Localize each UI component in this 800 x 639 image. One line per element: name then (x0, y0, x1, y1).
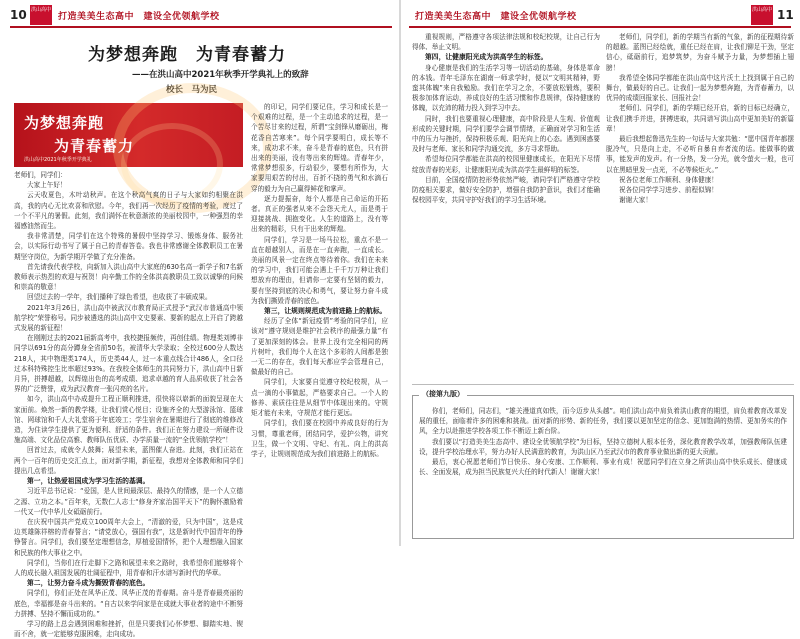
right-logo-text: 洪山高中 (751, 7, 772, 13)
paragraph: 希望每位同学都能在洪高的校园里健康成长，在阳光下尽情绽放青春的光彩，让健康阳光成为洪高学生最鲜明的标签。 (412, 155, 600, 174)
school-logo-icon (751, 5, 773, 25)
paragraph: 逐力提振奋，每个人都是自己命运的开拓者。真正的强者从来不会怨天尤人，而是勇于迎接挑战、拥抱变化。人生的道路上，没有等出来的精彩，只有干出来的辉煌。 (251, 194, 388, 234)
paragraph: 目前，全国疫情防控形势依然严峻，请同学们严格遵守学校防疫相关要求，做好安全防护，增强自我防护意识，我们才能确保校园平安，共同守护好我们的学习生活环境。 (412, 175, 600, 205)
paragraph: 首先请我代表学校，向新加入洪山高中大家庭的630名高一新学子和7名新教师表示热烈的欢迎与祝贺！向辛勤工作的全体洪高教职员工致以诚挚的问候和崇高的敬意！ (14, 262, 243, 292)
paragraph: 我非常清楚，同学们在这个特殊的暑假中坚持学习、锻炼身体、服务社会，以实际行动书写了属于自己的青春答卷。我也非常感谢全体教职员工在暑期坚守岗位，为新学期开学做了充分准备。 (14, 232, 243, 261)
paragraph: 谢谢大家！ (619, 196, 652, 205)
paragraph: 最后我想起鲁迅先生的一句话与大家共勉：“愿中国青年都摆脱冷气，只是向上走，不必听自暴自弃者流的话。能做事的做事，能发声的发声。有一分热，发一分光，就令萤火一般，也可以在黑暗里发一点光，不必等候炬火。” (606, 135, 794, 174)
banner-caption: 洪山高中2021年秋季开学典礼 (24, 157, 92, 163)
paragraph: 同学们，我们要在校园中养成良好的行为习惯，尊重老师，团结同学，爱护公物，讲究卫生，做一个文明、守纪、有礼、向上的洪高学子，让规则规范成为我们前进路上的航标。 (251, 419, 388, 458)
continued-article-text (419, 406, 787, 534)
paragraph: 老师们，同学们： (14, 171, 67, 179)
paragraph: 老师们，同学们，新的学期当有新的气象，新的征程期待新的超越。蓝图已经绘就，重任已经在肩，让我们铆足干劲，坚定信心，砥砺前行，追梦筑梦，为奋斗赋予力量，为梦想插上翅膀！ (606, 33, 794, 72)
left-page (0, 0, 399, 639)
right-header-rule (409, 26, 791, 28)
paragraph: 2021年3月26日，洪山高中被武汉市教育局正式授予“武汉市普通高中领航学校”荣誉称号。同步被遴选的洪山高中文史要素、要新的起点上开启了跨越式发展的新征程！ (14, 303, 243, 333)
paragraph: 我希望全体同学都能在洪山高中这片沃土上找到属于自己的舞台，做最好的自己。让我们一起为梦想奔跑，为青春蓄力，以优异的成绩回报家长、回报社会！ (606, 73, 794, 103)
right-slogan: 打造美美生态高中 建设全优领航学校 (415, 12, 577, 22)
paragraph: 经历了全体“新冠疫情”考验的同学们，应该对“遵守规则是维护社会秩序的最强力量”有了更加深刻的体会。世界上没有完全相同的两片树叶，我们每个人在这个多彩的人间都是独一无二的存在，我们每天都应学会管理自己，做最好的自己。 (251, 317, 388, 377)
paragraph: 在庆祝中国共产党成立100周年大会上，“清澈的爱，只为中国”，这是戍边英雄陈祥榕的青春誓言；“请党放心，强国有我”，这是新时代中国青年的铮铮誓言。同学们，我们要坚定理想信念，厚植爱国情怀，把个人理想融入国家和民族的伟大事业之中。 (14, 517, 243, 557)
paragraph: 祝各位同学学习进步、前程似锦！ (619, 186, 718, 195)
section-heading: 第二，让努力奋斗成为撕毁青春的底色。 (27, 579, 150, 588)
paragraph: 重视规则，严格遵守各项法律法规和校纪校规，让自己行为得体、举止文明。 (412, 33, 600, 52)
left-slogan: 打造美美生态高中 建设全优领航学校 (58, 12, 220, 22)
banner-line-2: 为青春蓄力 (54, 137, 135, 155)
section-divider (412, 384, 794, 385)
article-byline: 校长 马为民 (166, 85, 218, 95)
left-column-2 (251, 102, 388, 538)
paragraph: 同学们，当你们在行走脚下之路和展望未来之路时，我希望你们能够将个人的成长融入祖国发展的壮阔征程中，用青春和汗水谱写新时代的华章。 (14, 558, 243, 577)
left-header (0, 3, 399, 27)
paragraph: 老师们、同学们，新的学期已经开启，新的目标已经确立，让我们携手并进，拼搏进取，共同谱写洪山高中更加美好的新篇章！ (606, 104, 794, 133)
paragraph: 同时，我们也要重视心理健康，高中阶段是人生观、价值观形成的关键时期，同学们要学会调节情绪，正确面对学习和生活中的压力与挫折，保持积极乐观、阳光向上的心态。遇到困惑要及时与老师、家长和同学沟通交流，多方寻求帮助。 (412, 114, 600, 154)
left-page-number: 10 (10, 8, 27, 22)
banner-line-1: 为梦想奔跑 (24, 114, 105, 132)
right-column-1 (412, 32, 600, 372)
paragraph: 云天收夏色，木叶动秋声。在这个秋高气爽的日子与大家如约相聚在洪高，我的内心无比欢喜和欣慰。今年，我们再一次经历了疫情的考验，度过了一个不平凡的暑假。此刻，我们满怀在秋意渐浓的美丽校园中，一种强烈的幸福感油然而生。 (14, 191, 243, 231)
left-column-1 (14, 170, 243, 639)
paragraph: 你们，老师们，同志们，“雄关漫道真如铁，而今迈步从头越”。咱们洪山高中肩负着洪山教育的期望，肩负着教育改革发展的重任，面临着许多的困难和挑战。面对新的形势、新的任务，我们要以更加坚定的信念、更加饱满的热情、更加务实的作风，全力以赴推进学校各项工作不断迈上新台阶。 (419, 407, 787, 436)
section-heading: 第一，让热爱祖国成为学习生活的基调。 (27, 477, 150, 486)
paragraph: 同学们，学习是一场马拉松，重点不是一直在超越别人，而是在一直奔跑，一直成长。美丽的风景一定在终点等待着你。我们在未来的学习中，我们可能会遇上千千万万种让我们想放弃的理由，但请你一定要有坚韧的毅力，要有坚持到底的决心和勇气，要让努力奋斗成为我们撕毁青春的底色。 (251, 235, 388, 305)
paragraph: 身心健康是我们的生活学习等一切活动的基础，身体是革命的本钱。青年毛泽东在湖南一师求学时，便以“文明其精神，野蛮其体魄”来自我勉励。我们在学习之余，不要放松锻炼，要积极参加体育运动，养成良好的生活习惯和作息规律，保持健康的体魄，以充沛的精力投入到学习中去。 (412, 63, 600, 113)
section-heading: 第四，让健康阳光成为洪高学生的标签。 (425, 53, 548, 62)
paragraph: 同学们，你们正处在风华正茂、风华正茂的青春期。奋斗是青春最亮丽的底色，幸福都是奋斗出来的。“自古以来学问家是在成就大事业者的途中不断努力拼搏、坚持不懈而成功的。” (14, 589, 243, 618)
left-header-rule (10, 26, 392, 28)
paragraph: 我们要以“打造美美生态高中、建设全优领航学校”为目标，坚持立德树人根本任务，深化教育教学改革，加强教师队伍建设，提升学校治理水平，努力办好人民满意的教育，为洪山区乃至武汉市的教育事业做出新的更大贡献。 (419, 437, 787, 456)
section-heading: 第三，让规则规范成为前进路上的航标。 (264, 307, 387, 316)
article-subtitle: ——在洪山高中2021年秋季开学典礼上的致辞 (132, 70, 309, 80)
article-title: 为梦想奔跑 为青春蓄力 (88, 45, 286, 65)
paragraph: 祝各位老师工作顺利、身体健康！ (619, 175, 718, 184)
paragraph: 的印记，同学们要记住，学习和成长是一个艰难的过程，是一个主动追求的过程，是一个苦尽甘来的过程，所谓“宝剑锋从磨砺出，梅花香自苦寒来”。每个同学要明白，成长等不来，成功求不来，奋斗是青春的底色，只有拼出来的美丽，没有等出来的辉煌。青春年少，常常梦想很多，行动很少，要想有所作为，大家要用艰苦的付出，百折不挠的勇气和水滴石穿的毅力为自己赢得鲜花和掌声。 (251, 103, 388, 193)
paragraph: 回望过去的一学年，我们播种了绿色希望，也收获了丰硕成果。 (27, 293, 212, 302)
article-banner-image (14, 103, 243, 167)
paragraph: 大家上午好！ (27, 181, 67, 190)
paragraph: 习近平总书记说：“爱国，是人世间最深层、最持久的情感，是一个人立德之源、立功之本。”百年来，无数仁人志士“修身齐家治国平天下”的胸怀激励着一代又一代中华儿女砥砺前行。 (14, 487, 243, 516)
left-logo-text: 洪山高中 (30, 7, 51, 13)
paragraph: 如今，洪山高中办成提升工程正顺利推进，很快将以崭新的面貌呈现在大家面前。焕然一新的教学楼，让我们赏心悦目；设施齐全的大型游泳馆、篮球馆、网球馆和千人大礼堂将于年底竣工；学生宿舍在暑期进行了彻底的维修改造，为住读学生提供了更为便利、舒适的条件。我们正在努力建设一所硬件设施高端、文化品位高雅、教师队伍优质、办学质量一流的“全优领航学校”！ (14, 395, 243, 445)
continued-article-box (412, 390, 794, 539)
paragraph: 回首过去，成就令人鼓舞；展望未来，蓝图催人奋进。此刻，我们正站在两个一百年的历史交汇点上，面对新学期，新征程，我想对全体教师和同学们提出几点希望。 (14, 446, 243, 475)
right-page-number: 11 (777, 8, 794, 22)
paragraph: 同学们，大家要自觉遵守校纪校规，从一点一滴的小事做起，严格要求自己。一个人的修养、素质往往是从细节中体现出来的。守规矩才能有未来，守规范才能行更远。 (251, 378, 388, 418)
right-header (401, 3, 800, 27)
paragraph: 学习的路上总会遇到困难和挫折，但是只要我们心怀梦想、脚踏实地、锲而不舍，就一定能够克服困难，走向成功。 (14, 619, 243, 639)
paragraph: 最后，衷心祝愿老师们节日快乐、身心安康、工作顺利、事业有成！祝愿同学们在立身之所洪山高中快乐成长、健康成长、全面发展，成为担当民族复兴大任的时代新人！谢谢大家！ (419, 458, 787, 477)
paragraph: 在刚刚过去的2021届新高考中，我校捷报频传，再创佳绩。物理类刘博非同学以691分的高分蹲身全省前50名，被清华大学录取；全校过600分人数达218人，其中物理类174人，历史类44人，过一本重点线合计486人，全口径过本科特殊控生比率超过93%。在我校全体师生的共同努力下，洪山高中日新月异，拼搏超越，以辉煌出色的高考成绩、追求卓越的育人品质收获了社会各界的广泛赞誉，成为武汉教育一张闪亮的名片。 (14, 334, 243, 394)
continued-label: （接第九版） (419, 389, 467, 399)
right-page (401, 0, 800, 546)
school-logo-icon (30, 5, 52, 25)
right-column-2 (606, 32, 794, 372)
